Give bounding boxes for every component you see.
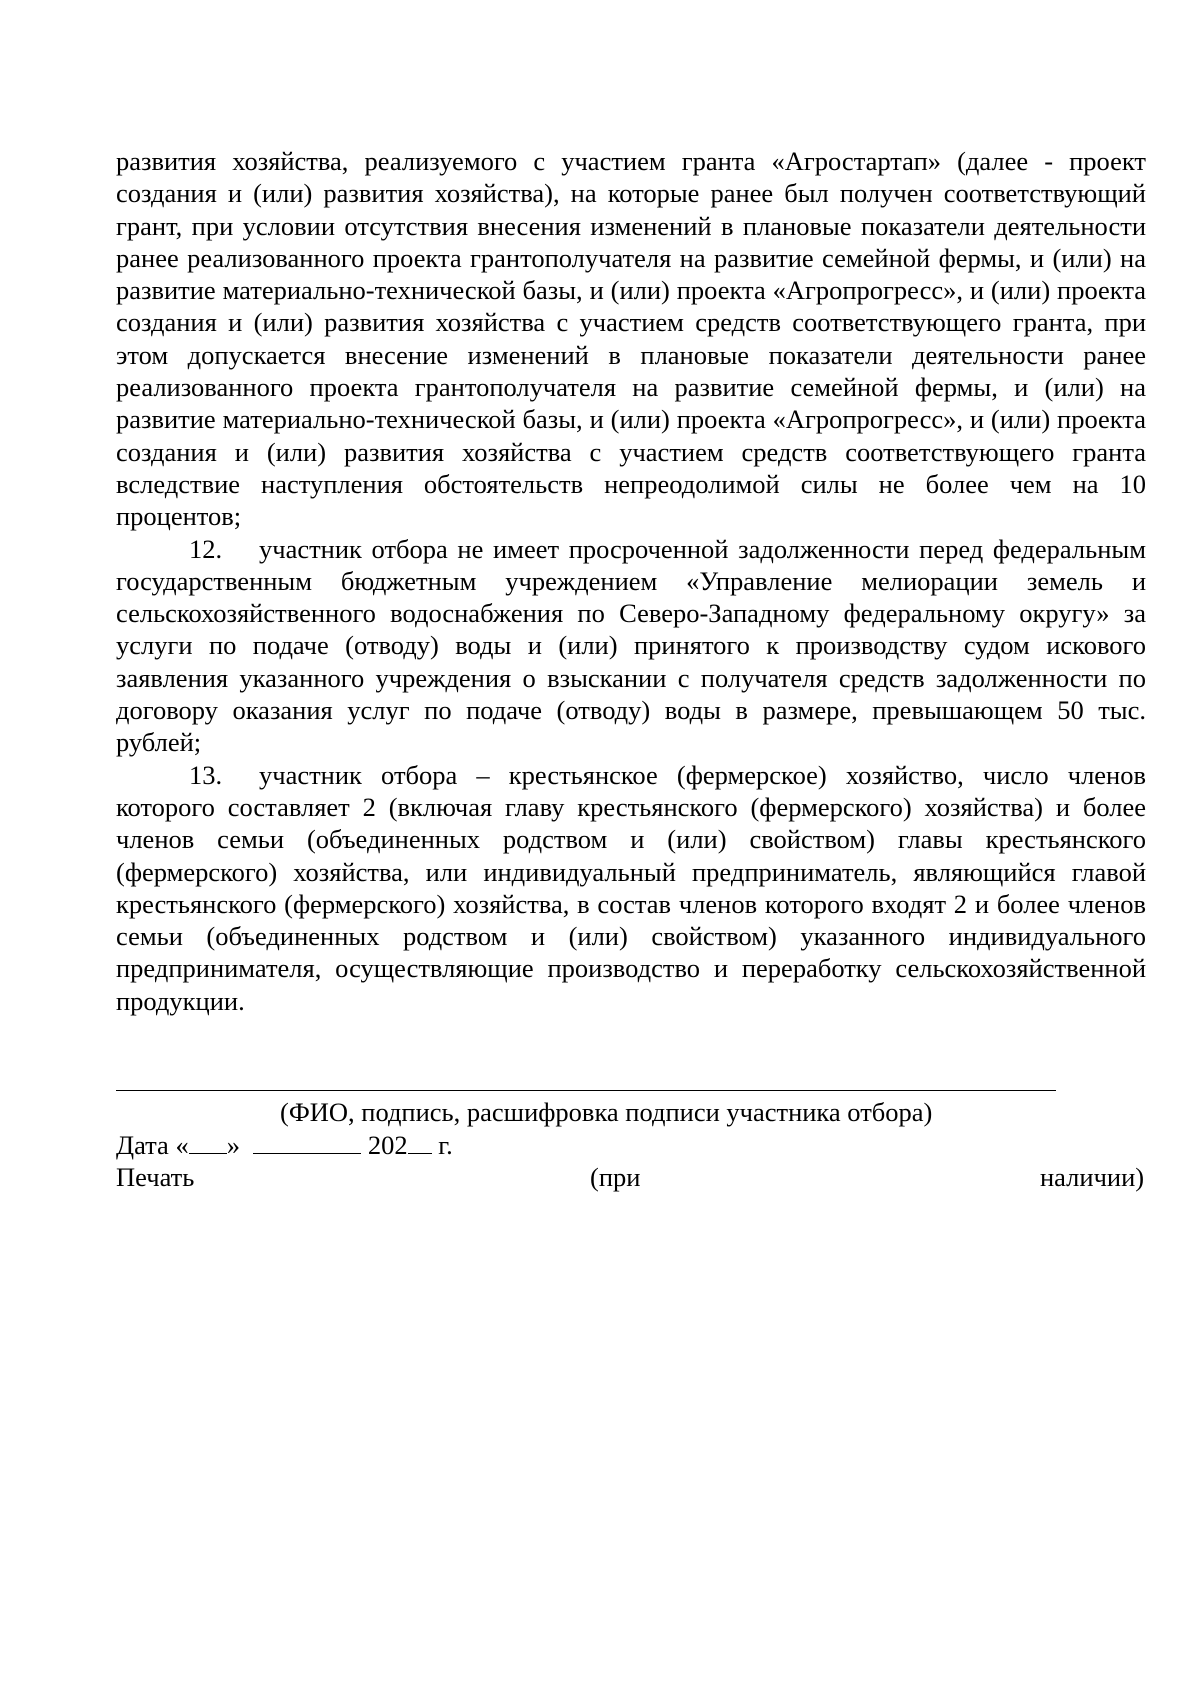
signature-line xyxy=(116,1090,1056,1091)
stamp-if-label: (при xyxy=(590,1162,641,1192)
list-item-12 xyxy=(116,533,1146,759)
date-label: Дата « xyxy=(116,1130,189,1160)
list-item-number: 12. xyxy=(189,533,223,564)
list-item-number: 13. xyxy=(189,759,223,790)
day-blank xyxy=(189,1130,227,1154)
year-suffix: г. xyxy=(438,1130,453,1160)
year-prefix: 202 xyxy=(367,1130,408,1160)
document-body xyxy=(116,145,1146,1017)
month-blank xyxy=(253,1130,361,1154)
stamp-available-label: наличии) xyxy=(1040,1162,1145,1192)
list-item-text: участник отбора – крестьянское (фермерское) хозяйство, число членов которого составляет 2 (включая главу крестьянского (фермерского) хозяйства) и более членов семьи (объединенных родством и (или) свойством) главы крестьянского (фермерского) хозяйства, или индивидуальный предприниматель, являющийся главой крестьянского (фермерского) хозяйства, в состав членов которого входят 2 и более членов семьи (объединенных родством и (или) свойством) указанного индивидуального предпринимателя, осуществляющие производство и переработку сельскохозяйственной продукции. xyxy=(116,759,1146,1016)
date-quote-close: » xyxy=(226,1130,240,1160)
list-item-text: участник отбора не имеет просроченной задолженности перед федеральным государственным бюджетным учреждением «Управление мелиорации земель и сельскохозяйственного водоснабжения по Северо-Западному федеральному округу» за услуги по подаче (отводу) воды и (или) принятого к производству судом искового заявления указанного учреждения о взыскании с получателя средств задолженности по договору оказания услуг по подаче (отводу) воды в размере, превышающем 50 тыс. рублей; xyxy=(116,533,1146,758)
date-line xyxy=(116,1129,453,1161)
year-blank xyxy=(408,1130,432,1154)
signature-caption: (ФИО, подпись, расшифровка подписи участника отбора) xyxy=(280,1097,933,1127)
stamp-label: Печать xyxy=(116,1162,195,1192)
list-item-13 xyxy=(116,759,1146,1017)
paragraph-continuation: развития хозяйства, реализуемого с участием гранта «Агростартап» (далее - проект создания и (или) развития хозяйства), на которые ранее был получен соответствующий грант, при условии отсутствия внесения изменений в плановые показатели деятельности ранее реализованного проекта грантополучателя на развитие семейной фермы, и (или) на развитие материально-технической базы, и (или) проекта «Агропрогресс», и (или) проекта создания и (или) развития хозяйства с участием средств соответствующего гранта, при этом допускается внесение изменений в плановые показатели деятельности ранее реализованного проекта грантополучателя на развитие семейной фермы, и (или) на развитие материально-технической базы, и (или) проекта «Агропрогресс», и (или) проекта создания и (или) развития хозяйства с участием средств соответствующего гранта вследствие наступления обстоятельств непреодолимой силы не более чем на 10 процентов; xyxy=(116,146,1146,532)
